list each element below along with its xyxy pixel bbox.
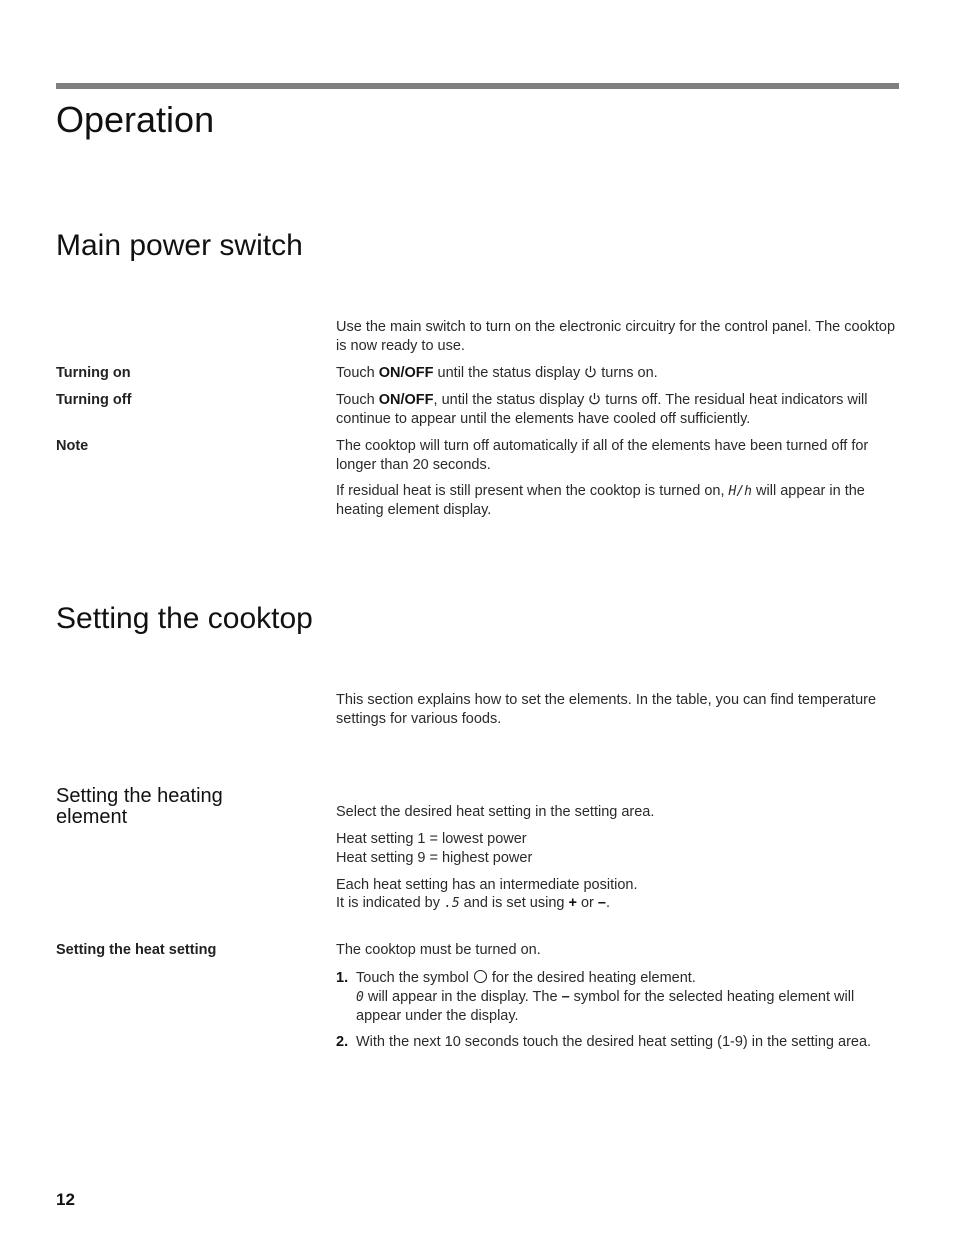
heat-setting-prereq: The cooktop must be turned on.	[336, 942, 541, 958]
turning-off-label: Turning off	[56, 392, 132, 408]
step-2-number: 2.	[336, 1034, 349, 1050]
note-label: Note	[56, 438, 89, 454]
circle-icon	[473, 969, 488, 984]
page-title: Operation	[56, 99, 215, 140]
step-2-text: With the next 10 seconds touch the desired heat setting (1-9) in the setting area.	[356, 1034, 872, 1050]
step-1-number: 1.	[336, 970, 349, 986]
turning-on-label: Turning on	[56, 365, 131, 381]
heat-setting-label: Setting the heat setting	[56, 942, 217, 958]
heating-line-1: Select the desired heat setting in the setting area.	[336, 804, 655, 820]
intermediate-symbol: .5	[444, 896, 460, 911]
note-text-1: The cooktop will turn off automatically if all of the elements have been turned off for longer than 20 seconds.	[336, 438, 869, 473]
section-heading-setting-cooktop: Setting the cooktop	[56, 602, 313, 635]
setting-cooktop-intro: This section explains how to set the elements. In the table, you can find temperature settings for various foods.	[336, 692, 877, 727]
header-rule	[56, 83, 899, 89]
turning-off-text: Touch ON/OFF, until the status display turns off. The residual heat indicators will continue to appear until the elements have cooled off sufficiently.	[336, 392, 868, 427]
main-power-intro: Use the main switch to turn on the electronic circuitry for the control panel. The cooktop is now ready to use.	[336, 319, 896, 354]
page-number: 12	[56, 1190, 75, 1209]
heating-line-2a: Heat setting 1 = lowest power	[336, 831, 527, 847]
step-1-text: Touch the symbol for the desired heating element. 0 will appear in the display. The – symbol for the selected heating element will appear under the display.	[356, 970, 855, 1024]
subheading-heating-element: Setting the heating element	[56, 785, 223, 828]
heating-line-3b: It is indicated by .5 and is set using + or –.	[336, 895, 611, 911]
power-icon	[584, 365, 597, 379]
zero-display-symbol: 0	[356, 990, 364, 1005]
heating-line-3a: Each heat setting has an intermediate position.	[336, 877, 638, 893]
note-text-2: If residual heat is still present when the cooktop is turned on, H/h will appear in the heating element display.	[336, 483, 865, 518]
power-icon	[588, 392, 601, 406]
turning-on-text: Touch ON/OFF until the status display turns on.	[336, 365, 658, 381]
heating-line-2b: Heat setting 9 = highest power	[336, 850, 533, 866]
section-heading-main-power: Main power switch	[56, 229, 303, 262]
residual-heat-symbol: H/h	[728, 484, 753, 499]
